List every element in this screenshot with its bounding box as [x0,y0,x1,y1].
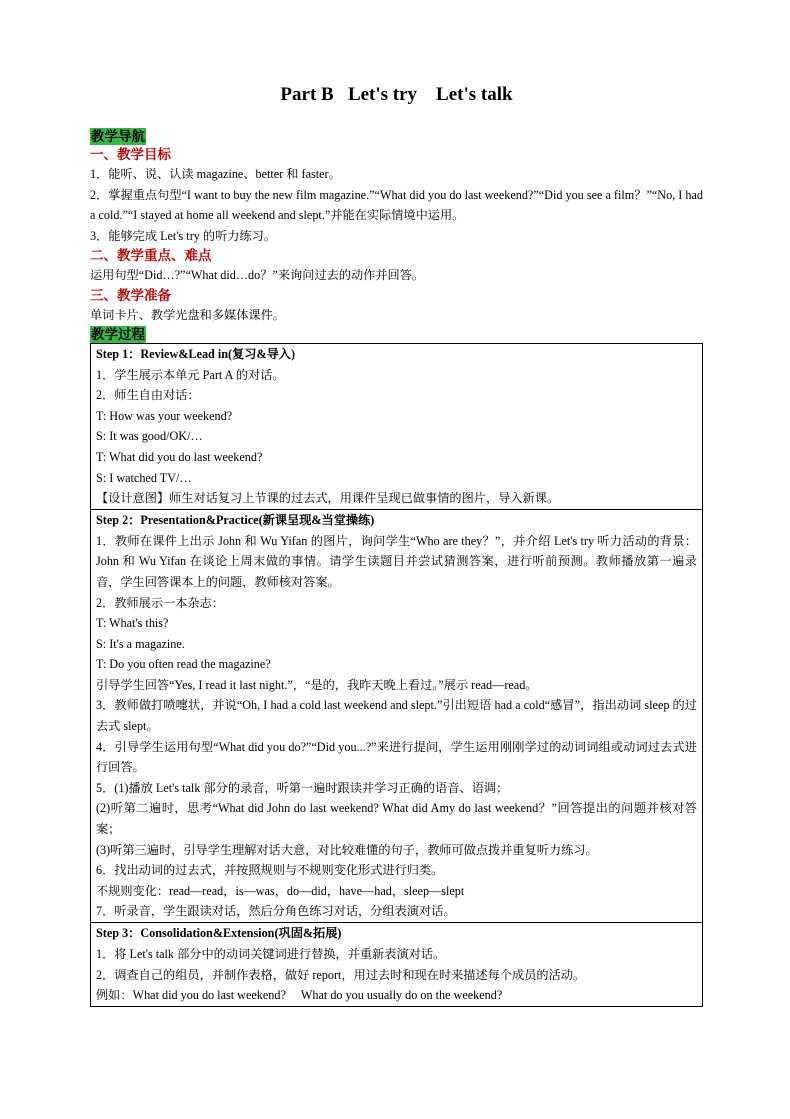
step-line: 1．学生展示本单元 Part A 的对话。 [96,367,285,382]
objective-line: 1．能听、说、认读 magazine、better 和 faster。 [90,167,341,181]
step-line: (2)听第二遍时，思考“What did John do last weekend? What did Amy do last weekend？”回答提出的问题并核对答案； [96,801,697,837]
objective-line: 2．掌握重点句型“I want to buy the new film magazine.”“What did you do last weekend?”“Did you see a film？”“No, I had a cold.”“I stayed at home all weekend and slept.”并能在实际情境中运用。 [90,187,703,223]
step-line: 2．教师展示一本杂志： [96,595,224,610]
step-line: 1．将 Let's talk 部分中的动词关键词进行替换，并重新表演对话。 [96,947,446,961]
step-line: T: How was your weekend? [96,408,233,423]
step-line: S: It's a magazine. [96,636,185,651]
step-line: T: What's this? [96,616,169,631]
document-page [90,84,703,1007]
step-line: 5．(1)播放 Let's talk 部分的录音，听第一遍时跟读并学习正确的语音、语调； [96,780,509,795]
step-title: Step 2：Presentation&Practice(新课呈现&当堂操练) [96,512,375,527]
step-line: S: It was good/OK/… [96,429,203,444]
step-row [91,343,703,509]
step-line: 1．教师在课件上出示 John 和 Wu Yifan 的图片，询问学生“Who are they？”，并介绍 Let's try 听力活动的背景：John 和 Wu Yifan 在谈论上周末做的事情。请学生读题目并尝试猜测答案，进行听前预测。教师播放第一遍录音，学生回答课本上的问题，教师核对答案。 [96,533,697,589]
process-table [90,343,703,1007]
step-row [91,923,703,1007]
step-line: 7．听录音，学生跟读对话，然后分角色练习对话，分组表演对话。 [96,904,456,919]
step-title: Step 3：Consolidation&Extension(巩固&拓展) [96,926,342,940]
step-line: 不规则变化：read—read，is—was，do—did，have—had，sleep—slept [96,883,465,898]
step-cell [91,509,703,922]
step-line: 4．引导学生运用句型“What did you do?”“Did you...?”来进行提问，学生运用刚刚学过的动词词组或动词过去式进行回答。 [96,739,697,775]
process-label: 教学过程 [91,326,145,342]
step-line: 例如：What did you do last weekend? What do you usually do on the weekend? [96,988,503,1003]
step-line: 引导学生回答“Yes, I read it last night.”，“是的，我昨天晚上看过。”展示 read—read。 [96,677,538,692]
step-cell [91,343,703,509]
step-line: S: I watched TV/… [96,470,192,485]
step-line: 3．教师做打喷嚏状，并说“Oh, I had a cold last weekend and slept.”引出短语 had a cold“感冒”，指出动词 sleep 的过去式 slept。 [96,698,697,734]
step-line: 2．师生自由对话： [96,388,200,403]
guide-label: 教学导航 [91,129,145,144]
step-cell [91,923,703,1007]
step-line: (3)听第三遍时，引导学生理解对话大意，对比较难懂的句子，教师可做点拨并重复听力练习。 [96,842,598,857]
key-points-line: 运用句型“Did…?”“What did…do？”来询问过去的动作并回答。 [90,268,425,283]
page-title: Part B Let's try Let's talk [280,84,513,105]
step-line: T: Do you often read the magazine? [96,657,271,672]
key-points-heading: 二、教学重点、难点 [90,248,212,264]
objectives-heading: 一、教学目标 [90,147,171,162]
preparation-line: 单词卡片、教学光盘和多媒体课件。 [90,307,285,322]
preparation-heading: 三、教学准备 [90,287,171,303]
step-line: 【设计意图】师生对话复习上节课的过去式，用课件呈现已做事情的图片，导入新课。 [96,491,560,506]
step-line: 6．找出动词的过去式，并按照规则与不规则变化形式进行归类。 [96,863,444,878]
step-line: T: What did you do last weekend? [96,449,263,464]
step-title: Step 1：Review&Lead in(复习&导入) [96,346,296,361]
step-row [91,509,703,922]
guide-section [90,128,703,343]
objective-line: 3．能够完成 Let's try 的听力练习。 [90,228,277,243]
step-line: 2．调查自己的组员，并制作表格，做好 report，用过去时和现在时来描述每个成员的活动。 [96,967,586,982]
